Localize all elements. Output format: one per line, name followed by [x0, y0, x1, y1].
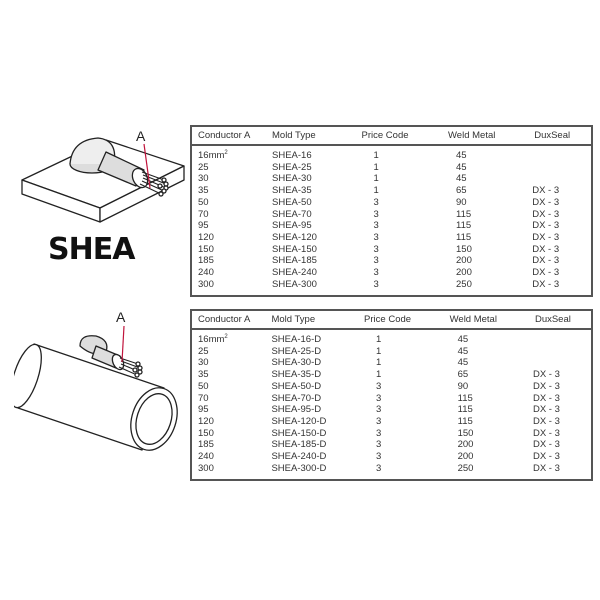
cell-conductor-text: 35: [198, 185, 209, 197]
cell-mold-type: [265, 416, 350, 428]
cell-mold-type-text: SHEA-70: [272, 208, 312, 220]
cell-price-code: [348, 145, 437, 162]
cell-duxseal-text: DX - 3: [532, 243, 560, 255]
cell-conductor: [191, 185, 266, 197]
column-header-mold-type: Mold Type: [265, 310, 350, 329]
cell-price-code-text: 3: [376, 415, 382, 427]
cell-price-code-text: 1: [373, 173, 379, 185]
table-row: [191, 197, 592, 209]
column-header-duxseal: DuxSeal: [521, 310, 592, 329]
cell-conductor: [191, 173, 266, 185]
cell-price-code: [350, 393, 438, 405]
cell-conductor-text: 25: [198, 345, 209, 357]
cell-price-code-text: 1: [373, 185, 379, 197]
cell-price-code-text: 3: [376, 427, 382, 439]
cell-mold-type-text: SHEA-16: [272, 150, 312, 161]
cell-weld-metal: [438, 369, 521, 381]
cell-price-code-text: 1: [376, 345, 382, 357]
cell-weld-metal: [438, 463, 521, 481]
cell-conductor-text: 95: [198, 404, 209, 416]
cell-mold-type: [265, 404, 350, 416]
unit-superscript: 2: [224, 149, 228, 156]
cell-duxseal: [521, 329, 592, 346]
cell-conductor-text: 240: [198, 451, 214, 463]
cell-price-code-text: 3: [376, 404, 382, 416]
cell-weld-metal: [438, 357, 521, 369]
cell-price-code: [348, 279, 437, 297]
cell-price-code: [348, 220, 437, 232]
cell-price-code: [350, 428, 438, 440]
cell-weld-metal: [436, 145, 520, 162]
cell-conductor-text: 95: [198, 220, 209, 232]
cell-price-code: [350, 416, 438, 428]
table-row: [191, 220, 592, 232]
cell-mold-type: [265, 463, 350, 481]
cell-conductor-text: 185: [198, 439, 214, 451]
cell-conductor: [191, 209, 266, 221]
cell-conductor-text: 70: [198, 208, 209, 220]
cell-weld-metal: [438, 416, 521, 428]
cell-conductor-text: 70: [198, 392, 209, 404]
table-row: [191, 267, 592, 279]
cell-duxseal: [521, 346, 592, 358]
cell-price-code-text: 3: [373, 278, 379, 290]
cell-weld-metal-text: 45: [456, 150, 467, 161]
cell-weld-metal: [438, 381, 521, 393]
table-row: [191, 463, 592, 481]
cell-weld-metal: [436, 255, 520, 267]
cell-weld-metal: [436, 209, 520, 221]
cell-duxseal: [520, 145, 592, 162]
cell-duxseal: [521, 451, 592, 463]
cell-conductor-text: 50: [198, 196, 209, 208]
cell-conductor-text: 240: [198, 267, 214, 279]
cell-weld-metal: [438, 404, 521, 416]
cell-weld-metal-text: 45: [456, 161, 467, 173]
cell-weld-metal-text: 115: [457, 415, 473, 427]
cell-price-code: [350, 329, 438, 346]
cell-duxseal-text: DX - 3: [532, 267, 560, 279]
column-header-conductor: Conductor A: [191, 126, 266, 145]
table-row: [191, 381, 592, 393]
cell-duxseal: [520, 255, 592, 267]
cell-price-code: [348, 267, 437, 279]
cell-price-code: [350, 451, 438, 463]
column-header-mold-type: Mold Type: [266, 126, 348, 145]
cell-weld-metal: [436, 279, 520, 297]
cell-conductor: [191, 439, 265, 451]
cell-weld-metal-text: 65: [457, 369, 469, 381]
cell-weld-metal: [436, 173, 520, 185]
pipe-mold-illustration: [14, 306, 194, 466]
cell-mold-type: [266, 173, 348, 185]
cell-duxseal-text: DX - 3: [532, 208, 560, 220]
cell-price-code: [348, 255, 437, 267]
cell-weld-metal-text: 45: [457, 345, 469, 357]
cell-weld-metal-text: 90: [456, 196, 467, 208]
cell-conductor-text: 185: [198, 255, 214, 267]
cell-duxseal: [521, 357, 592, 369]
cell-mold-type: [266, 232, 348, 244]
cell-conductor: [191, 404, 265, 416]
column-header-conductor: Conductor A: [191, 310, 265, 329]
cell-duxseal-text: DX - 3: [532, 439, 560, 451]
cell-weld-metal-text: 150: [457, 427, 474, 439]
cell-price-code-text: 3: [373, 196, 379, 208]
cell-mold-type-text: SHEA-35: [272, 185, 312, 197]
cell-price-code: [350, 346, 438, 358]
cell-price-code-text: 3: [376, 380, 382, 392]
cell-price-code: [350, 463, 438, 481]
cell-mold-type-text: SHEA-95-D: [271, 404, 322, 416]
cell-weld-metal-text: 115: [456, 231, 472, 243]
spec-table-pipe: [190, 309, 593, 481]
cell-mold-type: [266, 267, 348, 279]
cell-weld-metal: [436, 185, 520, 197]
table-row: [191, 162, 592, 174]
cell-weld-metal-text: 115: [457, 392, 473, 404]
cell-price-code: [350, 439, 438, 451]
column-header-weld-metal: Weld Metal: [436, 126, 520, 145]
cell-price-code-text: 3: [376, 462, 382, 474]
cell-duxseal-text: DX - 3: [532, 404, 560, 416]
cell-conductor-text: 150: [198, 427, 214, 439]
cell-conductor-text: 30: [198, 357, 209, 369]
column-header-price-code: Price Code: [348, 126, 437, 145]
cell-price-code-text: 3: [376, 392, 382, 404]
cell-conductor-text: 50: [198, 380, 209, 392]
cell-duxseal: [521, 416, 592, 428]
cell-mold-type: [265, 329, 350, 346]
cell-weld-metal-text: 250: [457, 462, 474, 474]
cell-duxseal-text: DX - 3: [532, 255, 560, 267]
cell-price-code: [348, 232, 437, 244]
cell-mold-type-text: SHEA-25-D: [271, 345, 322, 357]
cell-weld-metal-text: 150: [456, 243, 472, 255]
cell-price-code: [348, 209, 437, 221]
cell-conductor-text: 30: [198, 173, 209, 185]
cell-weld-metal: [438, 428, 521, 440]
cell-duxseal-text: DX - 3: [532, 392, 560, 404]
table-row: [191, 173, 592, 185]
cell-conductor-text: 120: [198, 231, 214, 243]
cell-price-code-text: 3: [376, 439, 382, 451]
cell-conductor-text: 300: [198, 278, 214, 290]
cell-price-code-text: 3: [373, 220, 379, 232]
cell-mold-type: [266, 185, 348, 197]
cell-weld-metal: [436, 232, 520, 244]
cell-conductor-text: 35: [198, 369, 209, 381]
table-row: [191, 428, 592, 440]
cell-weld-metal-text: 200: [457, 451, 474, 463]
cell-duxseal-text: DX - 3: [532, 231, 560, 243]
cell-duxseal-text: DX - 3: [532, 462, 560, 474]
cell-mold-type-text: SHEA-300-D: [271, 462, 327, 474]
cell-weld-metal-text: 200: [457, 439, 474, 451]
table-row: [191, 329, 592, 346]
cell-mold-type: [266, 279, 348, 297]
callout-label: A: [136, 128, 146, 144]
cell-conductor: [191, 232, 266, 244]
cell-duxseal-text: DX - 3: [532, 415, 560, 427]
cell-weld-metal: [438, 393, 521, 405]
cell-weld-metal: [436, 267, 520, 279]
cell-mold-type: [266, 255, 348, 267]
cell-conductor: [191, 451, 265, 463]
cell-price-code-text: 3: [373, 231, 379, 243]
cell-price-code: [348, 197, 437, 209]
cell-conductor: [191, 381, 265, 393]
cell-duxseal-text: DX - 3: [532, 185, 560, 197]
cell-conductor: [191, 416, 265, 428]
cell-mold-type-text: SHEA-240-D: [271, 451, 327, 463]
cell-duxseal: [520, 162, 592, 174]
cell-conductor: [191, 346, 265, 358]
table-row: [191, 255, 592, 267]
cell-mold-type-text: SHEA-185-D: [271, 439, 327, 451]
cell-conductor: [191, 428, 265, 440]
cell-mold-type: [265, 393, 350, 405]
cell-duxseal: [521, 393, 592, 405]
cell-mold-type-text: SHEA-50-D: [271, 380, 322, 392]
table-header-row: [191, 310, 592, 329]
table-header-row: [191, 126, 592, 145]
cell-duxseal: [520, 220, 592, 232]
cell-weld-metal: [436, 220, 520, 232]
cell-price-code: [350, 357, 438, 369]
table-row: [191, 369, 592, 381]
table-row: [191, 416, 592, 428]
cell-price-code: [348, 173, 437, 185]
cell-duxseal: [520, 209, 592, 221]
cell-conductor: [191, 393, 265, 405]
cell-weld-metal-text: 200: [456, 267, 472, 279]
cell-duxseal-text: DX - 3: [532, 380, 560, 392]
cell-weld-metal-text: 115: [456, 208, 472, 220]
table-row: [191, 451, 592, 463]
callout-label: A: [116, 309, 126, 325]
cell-conductor: [191, 145, 266, 162]
cell-duxseal: [520, 197, 592, 209]
cell-conductor: [191, 463, 265, 481]
cell-conductor-text: 120: [198, 415, 214, 427]
cell-mold-type: [266, 220, 348, 232]
cell-duxseal: [520, 279, 592, 297]
cell-weld-metal: [438, 329, 521, 346]
cell-mold-type: [266, 162, 348, 174]
cell-weld-metal-text: 200: [456, 255, 472, 267]
cell-mold-type-text: SHEA-150: [272, 243, 317, 255]
cell-mold-type-text: SHEA-300: [272, 278, 317, 290]
table-row: [191, 185, 592, 197]
table-row: [191, 357, 592, 369]
cell-conductor-text: 25: [198, 161, 209, 173]
cell-weld-metal-text: 115: [457, 404, 473, 416]
cell-duxseal: [521, 369, 592, 381]
cell-duxseal-text: DX - 3: [532, 427, 560, 439]
cell-price-code-text: 1: [376, 369, 382, 381]
cell-duxseal: [520, 267, 592, 279]
table-row: [191, 439, 592, 451]
table-row: [191, 145, 592, 162]
cell-duxseal: [521, 381, 592, 393]
cell-mold-type-text: SHEA-70-D: [271, 392, 322, 404]
cell-mold-type-text: SHEA-240: [272, 267, 317, 279]
table-row: [191, 346, 592, 358]
cell-conductor: [191, 329, 265, 346]
spec-table-plate: [190, 125, 593, 297]
cell-conductor: [191, 369, 265, 381]
cell-price-code-text: 3: [373, 208, 379, 220]
cell-weld-metal: [436, 244, 520, 256]
cell-weld-metal: [436, 162, 520, 174]
cell-conductor: [191, 267, 266, 279]
cell-mold-type-text: SHEA-16-D: [271, 334, 322, 345]
column-header-weld-metal: Weld Metal: [438, 310, 521, 329]
cell-mold-type-text: SHEA-120: [272, 231, 317, 243]
column-header-price-code: Price Code: [350, 310, 438, 329]
cell-duxseal-text: DX - 3: [532, 369, 560, 381]
cell-duxseal: [521, 439, 592, 451]
cell-price-code: [350, 381, 438, 393]
cell-duxseal-text: DX - 3: [532, 451, 560, 463]
cell-mold-type: [265, 439, 350, 451]
cell-mold-type-text: SHEA-120-D: [271, 415, 327, 427]
cell-weld-metal: [438, 451, 521, 463]
cell-duxseal-text: DX - 3: [532, 196, 560, 208]
cell-mold-type-text: SHEA-150-D: [271, 427, 327, 439]
cell-duxseal: [520, 232, 592, 244]
cell-weld-metal-text: 65: [456, 185, 467, 197]
cell-mold-type: [265, 346, 350, 358]
cell-price-code-text: 1: [376, 357, 382, 369]
cell-price-code-text: 3: [373, 255, 379, 267]
cell-conductor: [191, 244, 266, 256]
cell-conductor: [191, 220, 266, 232]
cell-duxseal-text: DX - 3: [532, 278, 560, 290]
cell-mold-type-text: SHEA-95: [272, 220, 312, 232]
table-row: [191, 279, 592, 297]
cell-price-code-text: 3: [373, 267, 379, 279]
cell-weld-metal-text: 45: [457, 334, 469, 345]
cell-mold-type: [266, 145, 348, 162]
table-row: [191, 393, 592, 405]
cell-price-code-text: 3: [376, 451, 382, 463]
cell-mold-type: [265, 451, 350, 463]
cell-duxseal: [520, 173, 592, 185]
cell-conductor: [191, 279, 266, 297]
cell-conductor: [191, 162, 266, 174]
cell-duxseal: [520, 244, 592, 256]
cell-mold-type-text: SHEA-25: [272, 161, 312, 173]
cell-price-code: [350, 404, 438, 416]
table-row: [191, 404, 592, 416]
cell-mold-type: [265, 357, 350, 369]
cell-weld-metal: [438, 439, 521, 451]
cell-mold-type-text: SHEA-30: [272, 173, 312, 185]
cell-mold-type-text: SHEA-30-D: [271, 357, 322, 369]
table-row: [191, 209, 592, 221]
cell-conductor-text: 16mm: [198, 334, 225, 345]
cell-price-code: [348, 185, 437, 197]
cell-mold-type-text: SHEA-185: [272, 255, 317, 267]
cell-mold-type: [266, 244, 348, 256]
cell-price-code: [348, 244, 437, 256]
cell-price-code-text: 1: [376, 334, 382, 345]
cell-mold-type: [265, 428, 350, 440]
cell-conductor-text: 300: [198, 462, 214, 474]
cell-duxseal: [521, 463, 592, 481]
cell-price-code: [350, 369, 438, 381]
cell-weld-metal: [438, 346, 521, 358]
unit-superscript: 2: [224, 333, 228, 340]
cell-conductor-text: 16mm: [198, 150, 225, 161]
cell-mold-type: [265, 381, 350, 393]
cell-price-code-text: 1: [373, 150, 379, 161]
page-title: SHEA: [48, 232, 135, 267]
cell-price-code-text: 3: [373, 243, 379, 255]
cell-weld-metal-text: 250: [456, 278, 472, 290]
table-row: [191, 232, 592, 244]
cell-mold-type-text: SHEA-50: [272, 196, 312, 208]
cell-conductor: [191, 357, 265, 369]
cell-weld-metal-text: 45: [457, 357, 469, 369]
cell-duxseal-text: DX - 3: [532, 220, 560, 232]
cell-weld-metal-text: 115: [456, 220, 472, 232]
column-header-duxseal: DuxSeal: [520, 126, 592, 145]
cell-duxseal: [521, 428, 592, 440]
cell-mold-type: [266, 197, 348, 209]
table-row: [191, 244, 592, 256]
cell-price-code-text: 1: [373, 161, 379, 173]
cell-price-code: [348, 162, 437, 174]
cell-duxseal: [520, 185, 592, 197]
cell-conductor-text: 150: [198, 243, 214, 255]
cell-mold-type: [265, 369, 350, 381]
cell-weld-metal-text: 90: [457, 380, 469, 392]
cell-duxseal: [521, 404, 592, 416]
cell-weld-metal: [436, 197, 520, 209]
cell-conductor: [191, 255, 266, 267]
cell-mold-type: [266, 209, 348, 221]
cell-mold-type-text: SHEA-35-D: [271, 369, 322, 381]
cell-weld-metal-text: 45: [456, 173, 467, 185]
cell-conductor: [191, 197, 266, 209]
